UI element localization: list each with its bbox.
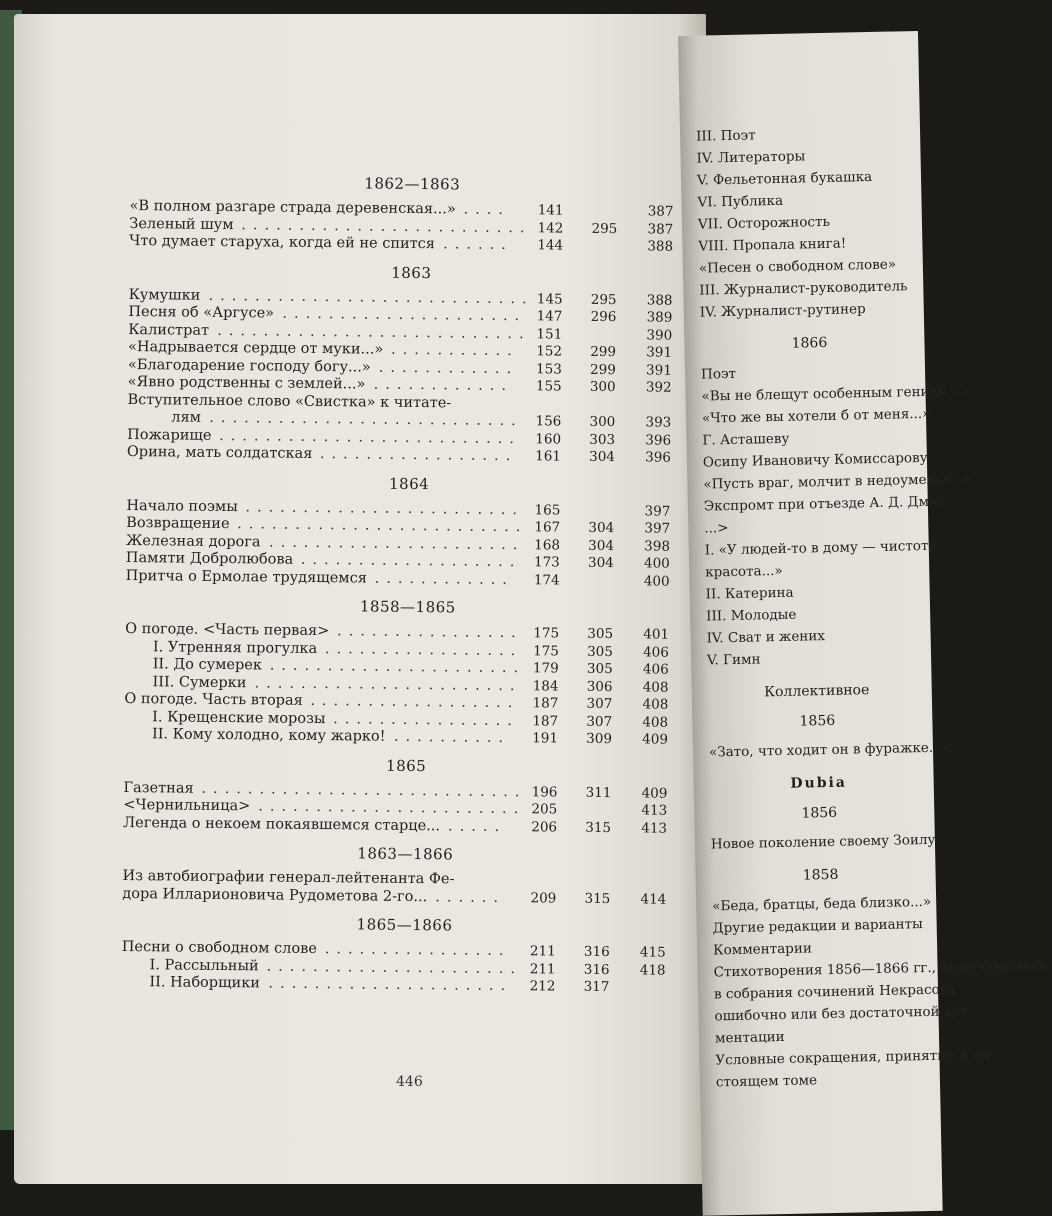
- dot-leader: .......................: [254, 675, 521, 695]
- entry-page-1: 156: [525, 413, 561, 430]
- toc-entry: Поэт: [685, 359, 925, 386]
- dot-leader: ............: [379, 359, 518, 377]
- left-page: [14, 14, 706, 1184]
- entry-page-3: 387: [637, 221, 673, 238]
- entry-page-3: 409: [631, 785, 667, 802]
- entry-title: II. Наборщики: [149, 974, 260, 992]
- entry-title: Из автобиографии генерал-лейтенанта Фе-: [122, 868, 454, 888]
- entry-title: Пожарище: [127, 426, 212, 444]
- section-heading: 1866: [684, 333, 924, 354]
- dot-leader: .........................: [237, 516, 527, 536]
- entry-page-1: 152: [526, 343, 562, 360]
- section-heading: 1856: [694, 803, 934, 824]
- entry-title: Вступительное слово «Свистка» к читате-: [127, 391, 451, 411]
- entry-page-2: 304: [578, 537, 614, 554]
- entry-page-3: 396: [635, 432, 671, 449]
- entry-title: Памяти Добролюбова: [126, 550, 294, 569]
- entry-page-3: 413: [631, 820, 667, 837]
- entry-page-2: 311: [575, 784, 611, 801]
- entry-title: «Благодарение господу богу...»: [128, 356, 371, 376]
- entry-page-1: 205: [521, 801, 557, 818]
- toc-entry: III. Журналист-руководитель: [683, 275, 923, 302]
- entry-page-3: 401: [633, 626, 669, 643]
- dot-leader: .....................: [268, 975, 512, 995]
- entry-page-1: 155: [526, 378, 562, 395]
- section-heading: Коллективное: [692, 681, 932, 702]
- section-year: 1862—1863: [150, 172, 675, 195]
- dot-leader: ..................: [310, 693, 519, 712]
- entry-page-2: 317: [573, 979, 609, 996]
- entry-title: I. Утренняя прогулка: [153, 639, 317, 658]
- entry-page-2: 300: [580, 379, 616, 396]
- entry-page-3: 398: [634, 538, 670, 555]
- entry-title: III. Сумерки: [152, 674, 246, 692]
- dot-leader: ......: [435, 889, 505, 907]
- entry-page-1: 147: [526, 308, 562, 325]
- section-heading: 1858: [695, 865, 935, 886]
- toc-entry: VIII. Пропала книга!: [682, 231, 922, 258]
- entry-page-2: 306: [576, 678, 612, 695]
- toc-entry: ошибочно или без достаточной арг: [698, 1001, 938, 1028]
- entry-page-2: 300: [579, 414, 615, 431]
- entry-page-1: 141: [527, 202, 563, 219]
- toc-entry: «Беда, братцы, беда близко...»: [696, 891, 936, 918]
- entry-page-2: 304: [578, 520, 614, 537]
- entry-page-3: 388: [637, 238, 673, 255]
- entry-page-3: 408: [632, 696, 668, 713]
- entry-page-2: 307: [576, 713, 612, 730]
- toc-entry: III. Молодые: [690, 601, 930, 628]
- section-year: 1864: [147, 472, 672, 495]
- section-year: 1865—1866: [142, 913, 667, 936]
- dot-leader: ............................: [209, 287, 534, 307]
- entry-title: Возвращение: [126, 515, 230, 533]
- entry-page-2: 296: [580, 309, 616, 326]
- entry-page-3: 408: [632, 679, 668, 696]
- entry-page-3: 390: [636, 327, 672, 344]
- entry-page-3: 418: [629, 962, 665, 979]
- entry-page-1: 212: [519, 978, 555, 995]
- dot-leader: ......: [443, 236, 513, 254]
- entry-page-3: 387: [637, 203, 673, 220]
- entry-page-2: 295: [581, 220, 617, 237]
- entry-title: Зеленый шум: [129, 215, 233, 233]
- dot-leader: ...........................: [209, 410, 523, 430]
- dot-leader: ............: [374, 377, 513, 395]
- dot-leader: ......................: [266, 958, 522, 978]
- entry-page-3: 393: [635, 414, 671, 431]
- dot-leader: ........................: [245, 499, 524, 519]
- entry-page-3: 388: [636, 292, 672, 309]
- toc-entry: красота...»: [689, 557, 929, 584]
- entry-page-3: 392: [636, 379, 672, 396]
- entry-title: Песня об «Аргусе»: [128, 304, 274, 323]
- page-number: 446: [396, 1074, 423, 1090]
- entry-page-3: 396: [635, 449, 671, 466]
- toc-entry: «Песен о свободном слове»: [683, 253, 923, 280]
- toc-entry: «Что же вы хотели б от меня...»: [686, 403, 926, 430]
- entry-page-1: 179: [523, 660, 559, 677]
- entry-page-1: 174: [524, 572, 560, 589]
- entry-page-3: 397: [634, 520, 670, 537]
- entry-title: Что думает старуха, когда ей не спится: [129, 233, 435, 253]
- entry-title: Кумушки: [129, 286, 201, 304]
- entry-title: Железная дорога: [126, 532, 261, 550]
- entry-page-3: 406: [633, 661, 669, 678]
- toc-entry: II. Катерина: [689, 579, 929, 606]
- entry-page-2: 303: [579, 431, 615, 448]
- entry-page-1: 206: [521, 819, 557, 836]
- entry-page-2: 315: [574, 890, 610, 907]
- entry-page-1: 144: [527, 237, 563, 254]
- section-heading: Dubia: [694, 773, 934, 794]
- toc-entry: ментации: [699, 1023, 939, 1050]
- section-year: 1858—1865: [145, 595, 670, 618]
- entry-page-1: 142: [527, 220, 563, 237]
- entry-page-2: 307: [576, 696, 612, 713]
- entry-title: Притча о Ермолае трудящемся: [126, 567, 367, 587]
- dot-leader: .................: [320, 446, 518, 465]
- section-year: 1863: [149, 261, 674, 284]
- dot-leader: ..........................: [219, 427, 521, 447]
- toc-entry: Новое поколение своему Зоилу: [695, 829, 935, 856]
- entry-page-1: 167: [524, 519, 560, 536]
- entry-page-1: 187: [522, 713, 558, 730]
- entry-page-1: 184: [522, 678, 558, 695]
- entry-page-3: 415: [630, 944, 666, 961]
- entry-title: дора Илларионовича Рудометова 2-го...: [122, 885, 427, 905]
- entry-title: Газетная: [123, 779, 193, 797]
- toc-entry: Условные сокращения, принятые в на-: [699, 1045, 939, 1072]
- toc-entry: V. Гимн: [691, 645, 931, 672]
- entry-page-2: 299: [580, 344, 616, 361]
- dot-leader: ...........................: [217, 322, 531, 342]
- entry-title: Калистрат: [128, 321, 209, 339]
- entry-page-3: 414: [630, 891, 666, 908]
- toc-entry: IV. Журналист-рутинер: [684, 297, 924, 324]
- entry-page-3: 400: [634, 555, 670, 572]
- dot-leader: ......................: [270, 657, 526, 677]
- entry-page-1: 175: [523, 625, 559, 642]
- entry-title: II. До сумерек: [153, 656, 262, 674]
- toc-entry: стоящем томе: [700, 1067, 940, 1094]
- toc-entry: I. «У людей-то в дому — чистота,: [689, 535, 929, 562]
- entry-page-1: 161: [525, 448, 561, 465]
- toc-entry: VII. Осторожность: [682, 209, 922, 236]
- entry-page-1: 173: [524, 554, 560, 571]
- dot-leader: ....: [463, 201, 510, 218]
- entry-title: Начало поэмы: [126, 497, 238, 515]
- entry-page-1: 175: [523, 643, 559, 660]
- table-of-contents-right: [680, 121, 940, 1094]
- dot-leader: ...................: [301, 552, 522, 571]
- entry-page-1: 196: [521, 784, 557, 801]
- entry-page-2: 305: [577, 626, 613, 643]
- dot-leader: ................: [333, 711, 519, 730]
- toc-entry: V. Фельетонная букашка: [681, 165, 921, 192]
- entry-title: О погоде. <Часть первая>: [125, 621, 329, 640]
- toc-entry: «Зато, что ходит он в фуражке...»: [693, 737, 933, 764]
- toc-entry: VI. Публика: [681, 187, 921, 214]
- toc-entry: Комментарии: [697, 935, 937, 962]
- entry-page-2: 304: [579, 449, 615, 466]
- entry-page-3: 406: [633, 644, 669, 661]
- toc-entry: III. Поэт: [680, 121, 920, 148]
- dot-leader: .....: [448, 818, 506, 836]
- toc-entry: «Пусть враг, молчит в недоуменье...»: [687, 469, 927, 496]
- entry-title: I. Рассыльный: [150, 957, 259, 975]
- entry-page-3: 408: [632, 714, 668, 731]
- entry-page-3: 409: [632, 731, 668, 748]
- entry-page-1: 145: [526, 291, 562, 308]
- entry-page-1: 191: [522, 730, 558, 747]
- entry-page-1: 151: [526, 326, 562, 343]
- entry-page-3: 400: [634, 573, 670, 590]
- toc-entry: Стихотворения 1856—1866 гг., включавшиеся: [697, 957, 937, 984]
- dot-leader: ..........: [394, 729, 510, 747]
- dot-leader: .................: [325, 641, 523, 660]
- entry-page-2: 299: [580, 361, 616, 378]
- toc-entry: Осипу Ивановичу Комиссарову: [687, 447, 927, 474]
- dot-leader: ......................: [269, 534, 525, 554]
- entry-page-2: 304: [578, 555, 614, 572]
- entry-page-1: 165: [524, 502, 560, 519]
- entry-title: Легенда о некоем покаявшемся старце...: [123, 814, 440, 834]
- toc-entry: «Вы не блещут особенным гением...»: [685, 381, 925, 408]
- entry-page-2: 305: [577, 661, 613, 678]
- entry-page-3: 413: [631, 802, 667, 819]
- toc-entry: IV. Сват и жених: [690, 623, 930, 650]
- entry-title: «Надрывается сердце от муки...»: [128, 339, 383, 359]
- entry-page-2: 309: [576, 731, 612, 748]
- entry-title: II. Кому холодно, кому жарко!: [152, 726, 386, 745]
- entry-page-2: 315: [575, 819, 611, 836]
- entry-page-1: 160: [525, 431, 561, 448]
- entry-title: I. Крещенские морозы: [152, 709, 325, 728]
- entry-title: лям: [171, 409, 201, 426]
- entry-page-3: 391: [636, 344, 672, 361]
- entry-page-1: 211: [519, 961, 555, 978]
- entry-title: «Явно родственны с землей...»: [128, 374, 366, 393]
- toc-entry: IV. Литераторы: [680, 143, 920, 170]
- dot-leader: .....................: [282, 306, 526, 326]
- dot-leader: ............: [375, 570, 514, 588]
- toc-entry: ...>: [688, 513, 928, 540]
- entry-page-1: 168: [524, 537, 560, 554]
- dot-leader: ............................: [201, 780, 526, 800]
- dot-leader: ................: [337, 623, 523, 642]
- section-year: 1865: [144, 754, 669, 777]
- entry-page-1: 211: [520, 943, 556, 960]
- toc-entry: в собрания сочинений Некрасова: [698, 979, 938, 1006]
- entry-page-1: 187: [522, 695, 558, 712]
- entry-page-1: 153: [526, 361, 562, 378]
- toc-entry: Г. Асташеву: [686, 425, 926, 452]
- entry-title: «В полном разгаре страда деревенская...»: [129, 198, 455, 218]
- dot-leader: ................: [325, 941, 511, 960]
- table-of-contents-left: [121, 162, 675, 997]
- toc-entry: Другие редакции и варианты: [696, 913, 936, 940]
- entry-title: Орина, мать солдатская: [127, 444, 313, 463]
- entry-page-2: 316: [574, 944, 610, 961]
- entry-page-1: 209: [520, 890, 556, 907]
- entry-title: О погоде. Часть вторая: [124, 691, 303, 710]
- dot-leader: .......................: [258, 798, 525, 818]
- entry-page-3: 391: [636, 362, 672, 379]
- entry-page-3: 397: [634, 503, 670, 520]
- entry-title: <Чернильница>: [123, 797, 250, 815]
- toc-entry: Экспромт при отъезде А. Д. Дмит: [688, 491, 928, 518]
- dot-leader: .........................: [241, 217, 531, 237]
- entry-page-3: 389: [636, 309, 672, 326]
- entry-page-2: 316: [573, 961, 609, 978]
- right-page: [678, 31, 943, 1216]
- entry-title: Песни о свободном слове: [122, 939, 317, 958]
- entry-page-2: 295: [580, 291, 616, 308]
- section-heading: 1856: [692, 711, 932, 732]
- dot-leader: ...........: [391, 342, 519, 360]
- entry-page-2: 305: [577, 643, 613, 660]
- section-year: 1863—1866: [143, 842, 668, 865]
